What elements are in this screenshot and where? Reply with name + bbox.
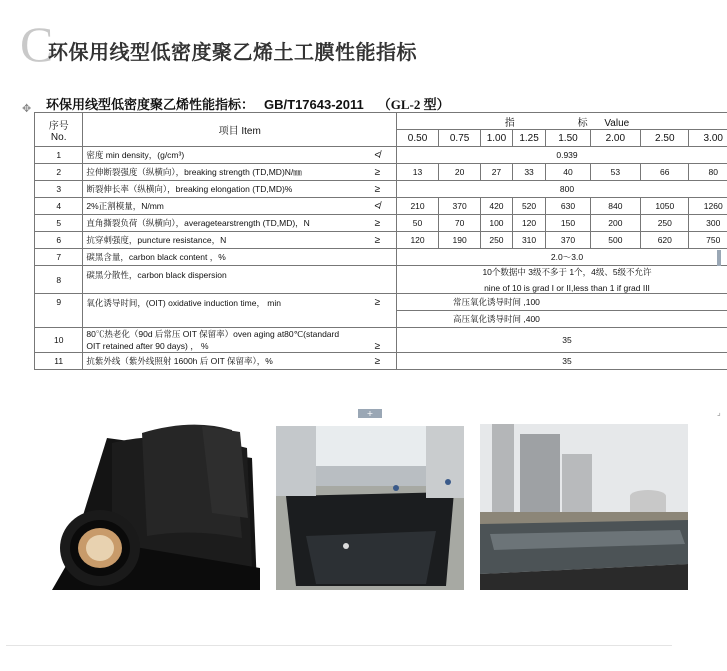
header-value-cn1: 指 <box>504 117 515 129</box>
row-value: 13 <box>397 164 439 181</box>
table-row <box>35 328 727 353</box>
thickness-cell: 1.00 <box>481 130 513 147</box>
row-item <box>83 328 359 353</box>
row-symbol: ≥ <box>359 181 397 198</box>
table-row <box>35 215 727 232</box>
resize-handle-right[interactable] <box>717 250 721 266</box>
row-value: 常压氧化诱导时间 ,100 <box>397 294 727 311</box>
row-item: 2%正割模量，N/mm <box>83 198 359 215</box>
row-value: 300 <box>689 215 727 232</box>
table-subtitle <box>46 94 450 113</box>
row-symbol: ≥ <box>359 164 397 181</box>
resize-handle-corner[interactable]: ⌟ <box>717 408 721 417</box>
row-symbol: ≥ <box>359 215 397 232</box>
row-value: 66 <box>641 164 689 181</box>
row-item-line-2: OIT retained after 90 days) ， % <box>86 341 209 351</box>
row-value: 250 <box>641 215 689 232</box>
row-symbol <box>359 266 397 294</box>
row-item: 碳黑分散性，carbon black dispersion <box>83 266 359 294</box>
row-item: 直角撕裂负荷（纵横向），averagetearstrength (TD,MD)，N <box>83 215 359 232</box>
row-value: 27 <box>481 164 513 181</box>
header-item: 项目 Item <box>83 113 397 147</box>
page-title: 环保用线型低密度聚乙烯土工膜性能指标 <box>48 40 417 64</box>
table-row <box>35 249 727 266</box>
row-value: 420 <box>481 198 513 215</box>
photo-reservoir-lining <box>480 424 688 590</box>
row-value: 370 <box>439 198 481 215</box>
thickness-cell: 0.75 <box>439 130 481 147</box>
row-value: 310 <box>512 232 546 249</box>
row-value: 高压氧化诱导时间 ,400 <box>397 311 727 328</box>
row-symbol: ≥ <box>359 294 397 328</box>
row-no: 1 <box>35 147 83 164</box>
row-no: 5 <box>35 215 83 232</box>
row-value: 630 <box>546 198 590 215</box>
table-row <box>35 164 727 181</box>
table-row <box>35 294 727 311</box>
header-value-en: Value <box>604 117 630 129</box>
spec-table <box>34 112 727 370</box>
row-value: 1260 <box>689 198 727 215</box>
row-value <box>397 266 727 294</box>
row-item: 断裂伸长率（纵横向），breaking elongation (TD,MD)% <box>83 181 359 198</box>
standard-code: GB/T17643-2011 <box>264 97 364 112</box>
row-value: 500 <box>590 232 641 249</box>
row-value: 210 <box>397 198 439 215</box>
move-icon[interactable]: ✥ <box>22 102 32 115</box>
row-value: 120 <box>512 215 546 232</box>
row-symbol: ≥ <box>359 232 397 249</box>
row-item: 抗穿刺强度，puncture resistance，N <box>83 232 359 249</box>
dispersion-line-cn: 10个数据中 3级不多于 1个，4级、5级不允许 <box>482 267 652 277</box>
header-no-en: No. <box>50 131 67 143</box>
subtitle-text: 环保用线型低密度聚乙烯性能指标： <box>46 97 255 112</box>
heading-letter: C <box>20 16 54 72</box>
row-value: 33 <box>512 164 546 181</box>
row-value: 520 <box>512 198 546 215</box>
row-no: 10 <box>35 328 83 353</box>
table-row <box>35 147 727 164</box>
row-no: 6 <box>35 232 83 249</box>
section-heading <box>20 16 540 72</box>
row-value: 250 <box>481 232 513 249</box>
photo-geomembrane-rolls <box>52 418 260 590</box>
row-no: 9 <box>35 294 83 328</box>
thickness-cell: 2.00 <box>590 130 641 147</box>
row-value: 53 <box>590 164 641 181</box>
row-value: 840 <box>590 198 641 215</box>
row-no: 11 <box>35 353 83 370</box>
row-value: 2.0～3.0 <box>397 249 727 266</box>
header-no <box>35 113 83 147</box>
row-value: 70 <box>439 215 481 232</box>
photo-pool-installation <box>276 426 464 590</box>
row-value: 0.939 <box>397 147 727 164</box>
row-value: 190 <box>439 232 481 249</box>
row-item: 抗紫外线（紫外线照射 1600h 后 OIT 保留率），% <box>83 353 359 370</box>
row-symbol: ≮ <box>359 147 397 164</box>
table-row <box>35 266 727 294</box>
thickness-cell: 3.00 <box>689 130 727 147</box>
row-value: 750 <box>689 232 727 249</box>
grade-label: （GL-2 型） <box>377 97 450 112</box>
table-row <box>35 232 727 249</box>
row-item: 拉伸断裂强度（纵横向），breaking strength (TD,MD)N/㎜ <box>83 164 359 181</box>
row-item: 密度 min density，(g/cm³) <box>83 147 359 164</box>
thickness-cell: 0.50 <box>397 130 439 147</box>
row-value: 40 <box>546 164 590 181</box>
row-value: 35 <box>397 328 727 353</box>
row-symbol: ≥ <box>359 353 397 370</box>
row-item: 氧化诱导时间，(OIT) oxidative induction time， min <box>83 294 359 328</box>
row-value: 120 <box>397 232 439 249</box>
row-symbol: ≮ <box>359 198 397 215</box>
row-value: 1050 <box>641 198 689 215</box>
spec-document <box>22 94 722 414</box>
header-value-cn2: 标 <box>577 117 588 129</box>
table-row <box>35 181 727 198</box>
header-row-1 <box>35 113 727 130</box>
resize-handle-bottom[interactable]: + <box>358 409 382 418</box>
row-value: 20 <box>439 164 481 181</box>
row-item: 碳黑含量，carbon black content ，% <box>83 249 359 266</box>
row-symbol <box>359 249 397 266</box>
row-value: 150 <box>546 215 590 232</box>
row-no: 8 <box>35 266 83 294</box>
header-no-cn: 序号 <box>48 120 69 132</box>
dispersion-line-en: nine of 10 is grad I or II,less than 1 if grad III <box>484 283 650 293</box>
row-value: 80 <box>689 164 727 181</box>
row-value: 620 <box>641 232 689 249</box>
row-symbol: ≥ <box>359 328 397 353</box>
thickness-cell: 1.50 <box>546 130 590 147</box>
row-value: 35 <box>397 353 727 370</box>
row-no: 7 <box>35 249 83 266</box>
row-item-line-1: 80℃热老化（90d 后常压 OIT 保留率）oven aging at80℃(standard <box>86 329 340 339</box>
table-row <box>35 198 727 215</box>
divider <box>6 645 672 646</box>
row-value: 200 <box>590 215 641 232</box>
row-value: 100 <box>481 215 513 232</box>
thickness-cell: 2.50 <box>641 130 689 147</box>
row-no: 3 <box>35 181 83 198</box>
thickness-cell: 1.25 <box>512 130 546 147</box>
header-value <box>397 113 727 130</box>
row-value: 800 <box>397 181 727 198</box>
row-value: 50 <box>397 215 439 232</box>
row-no: 2 <box>35 164 83 181</box>
row-no: 4 <box>35 198 83 215</box>
table-row <box>35 353 727 370</box>
row-value: 370 <box>546 232 590 249</box>
